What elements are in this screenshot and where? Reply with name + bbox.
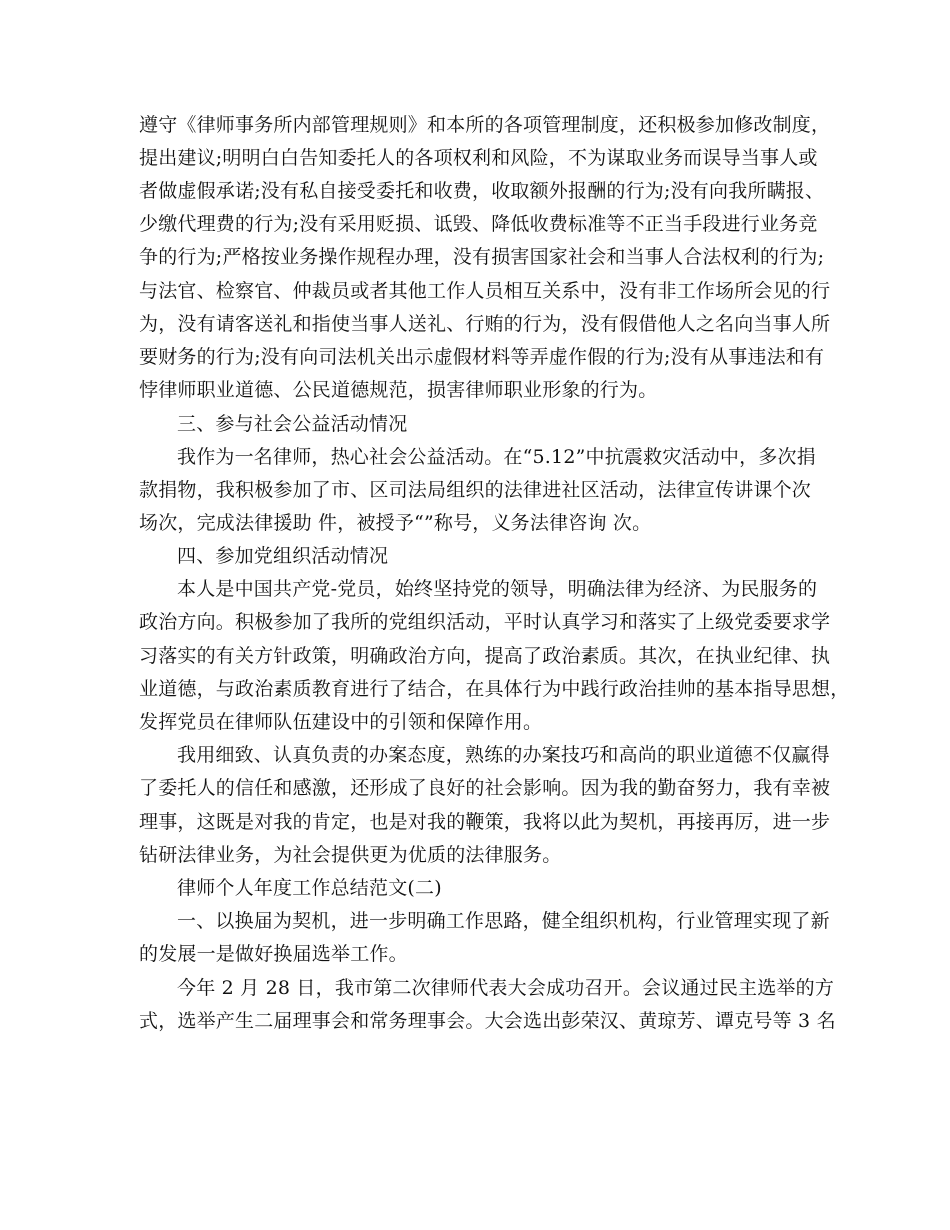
- section-heading: 三、参与社会公益活动情况: [177, 413, 408, 435]
- text-line: 我作为一名律师，热心社会公益活动。在“5.12”中抗震救灾活动中，多次捐: [177, 446, 816, 468]
- text-line: 款捐物，我积极参加了市、区司法局组织的法律进社区活动，法律宣传讲课个次: [139, 479, 812, 501]
- text-line: 少缴代理费的行为;没有采用贬损、诋毁、降低收费标准等不正当手段进行业务竞: [139, 213, 818, 235]
- text-line: 本人是中国共产党-党员，始终坚持党的领导，明确法律为经济、为民服务的: [177, 578, 818, 600]
- text-line: 习落实的有关方针政策，明确政治方向，提高了政治素质。其次，在执业纪律、执: [139, 645, 831, 667]
- text-line: 要财务的行为;没有向司法机关出示虚假材料等弄虚作假的行为;没有从事违法和有: [139, 346, 825, 368]
- text-line: 与法官、检察官、仲裁员或者其他工作人员相互关系中，没有非工作场所会见的行: [139, 280, 831, 302]
- text-line: 业道德，与政治素质教育进行了结合，在具体行为中践行政治挂帅的基本指导思想，: [139, 678, 850, 700]
- document-subtitle: 律师个人年度工作总结范文(二): [177, 877, 442, 899]
- text-line: 今年 2 月 28 日，我市第二次律师代表大会成功召开。会议通过民主选举的方: [177, 977, 835, 999]
- text-line: 争的行为;严格按业务操作规程办理，没有损害国家社会和当事人合法权利的行为;: [139, 246, 825, 268]
- text-line: 钻研法律业务，为社会提供更为优质的法律服务。: [139, 844, 562, 866]
- text-line: 的发展一是做好换届选举工作。: [139, 943, 408, 965]
- text-line: 遵守《律师事务所内部管理规则》和本所的各项管理制度，还积极参加修改制度，: [139, 114, 831, 136]
- text-line: 为，没有请客送礼和指使当事人送礼、行贿的行为，没有假借他人之名向当事人所: [139, 313, 831, 335]
- text-line: 悖律师职业道德、公民道德规范，损害律师职业形象的行为。: [139, 379, 658, 401]
- text-line: 我用细致、认真负责的办案态度，熟练的办案技巧和高尚的职业道德不仅赢得: [177, 744, 830, 766]
- text-line: 场次，完成法律援助 件，被授予“”称号，义务法律咨询 次。: [139, 512, 652, 534]
- text-line: 发挥党员在律师队伍建设中的引领和保障作用。: [139, 711, 543, 733]
- text-line: 者做虚假承诺;没有私自接受委托和收费，收取额外报酬的行为;没有向我所瞒报、: [139, 180, 825, 202]
- text-line: 理事，这既是对我的肯定，也是对我的鞭策，我将以此为契机，再接再厉，进一步: [139, 811, 831, 833]
- text-line: 一、以换届为契机，进一步明确工作思路，健全组织机构，行业管理实现了新: [177, 910, 830, 932]
- text-line: 式，选举产生二届理事会和常务理事会。大会选出彭荣汉、黄琼芳、谭克号等 3 名: [139, 1010, 836, 1032]
- text-line: 了委托人的信任和感激，还形成了良好的社会影响。因为我的勤奋努力，我有幸被: [139, 777, 831, 799]
- section-heading: 四、参加党组织活动情况: [177, 545, 389, 567]
- text-line: 提出建议;明明白白告知委托人的各项权利和风险，不为谋取业务而误导当事人或: [139, 147, 818, 169]
- text-line: 政治方向。积极参加了我所的党组织活动，平时认真学习和落实了上级党委要求学: [139, 611, 831, 633]
